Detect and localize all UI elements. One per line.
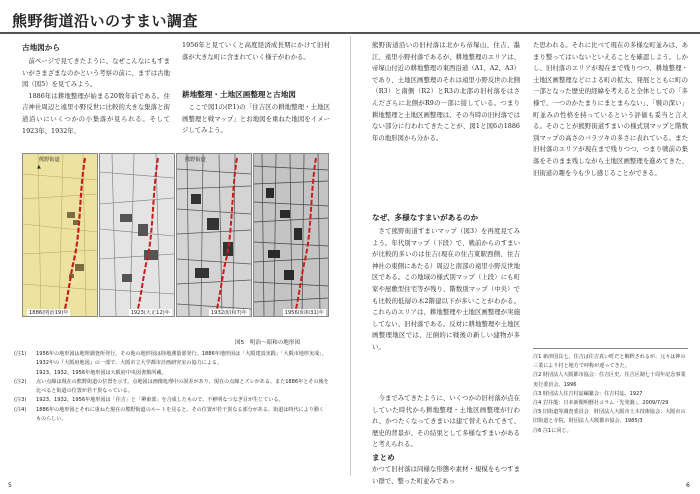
- body-text-col3: 熊野街道沿いの旧村落は北から帝塚山、住吉、墨江、遠里小野村落であるが、耕地整理のエリアは、帝塚山付近の耕地整理の東西沿道（A1、A2、A3）であり、土地区画整理のそれは遠里小野反世の北側（R3）と南側（R2）とR3の北部の旧村落をはさんだざらに北側がR9の一部に接している。つまり耕地整理と土地区画整理は、その当時の旧村落ではない部分に行われてきたことが、図1と図6の1886年の地形図から分かる。: [372, 41, 520, 142]
- map-1956-label: 1956(昭和31)年: [284, 310, 324, 316]
- map-1956-drawing: [254, 154, 328, 316]
- reference-item: 注5 旧街道等調査委員会 財団法人大阪市土木技術協会：大阪市の旧街道と寺院、財団法人大阪都市協会、1985/3: [533, 409, 686, 425]
- page-title: 熊野街道沿いのすまい調査: [12, 12, 199, 30]
- body-text-col1: 前ページで見てきたように、なぜこんなにもすまいがさまざまなのかという考察の前に、まずは古地図（図5）を見てみよう。 1886年は耕地整理が始まる20数年前である。住吉神社周辺と遠里小野反世に比較的大きな集落と街道沿いにいくつかの小集落が見られる。そして1923年、1932年、: [22, 57, 170, 135]
- note-item: [14, 350, 329, 369]
- topographic-maps-figure: [22, 153, 327, 323]
- reference-item: 注1 新津国具七、住吉は住吉真い町だと解釈されるが、元々は神の三業により村と地方で呼称が違ってきた。: [533, 354, 686, 370]
- body-text-col3d: かつて旧村落は同様な形態や素材・規模をもつすまい群で、整った町並みであっ: [372, 465, 520, 485]
- note-text: 1886年の地形図とそれに重ねた現在の熊野街道のルートを見ると、その位置が若干異なる部分がある。街道は時代により動くものらしい。: [36, 406, 325, 423]
- section-heading-summary: まとめ: [372, 453, 395, 462]
- figure-caption: 図5 明治〜昭和の地形図: [235, 340, 301, 346]
- note-item: [14, 406, 329, 425]
- note-key: (注3): [14, 397, 27, 404]
- note-text: 1923、1932、1956年地形図は「住吉」と「堺東部」を合成したもので、不鮮明なつなぎ目が生じている。: [36, 397, 284, 404]
- body-text-col2b: ここで図1の(P.1)の「住吉区の耕地整理・土地区画整理と戦マップ」とお地図を重ねた地図をイメージしてみよう。: [182, 103, 330, 135]
- note-item: [14, 378, 329, 397]
- note-item: [14, 369, 329, 378]
- reference-item: 注6 注1に同じ。: [533, 427, 572, 434]
- map-1923-drawing: [100, 154, 174, 316]
- section-heading-land-readjustment: 耕地整理・土地区画整理と古地図: [182, 90, 296, 99]
- note-item: [14, 396, 329, 405]
- map-1886-label: 1886(明治19)年: [29, 310, 69, 316]
- map-1923-label: 1923(大正12)年: [130, 310, 170, 316]
- note-text: 1956年の地形図は地理調査所発行。その他の地形図は陸地測量部発行。1886年地形図は「大阪建設実践」「大阪市地形実成」、1932年の『大阪府地図』の一部で、大阪市立大学都市計画研究室の協力による。: [36, 351, 327, 367]
- references-list: [533, 353, 688, 436]
- map-1923: [99, 153, 175, 317]
- map-1886-tag: 熊野街道: [39, 157, 60, 163]
- section-heading-old-maps: 古地図から: [22, 43, 60, 52]
- title-rule: [0, 32, 700, 34]
- page-number-right: 6: [686, 482, 690, 489]
- svg-text:▲: ▲: [37, 164, 41, 170]
- notes-list: [14, 350, 329, 424]
- body-text-col3b: さて熊野街道すまいマップ（図3）を再度見てみよう。年代別マップ（下段）で、戦前からのすまいが比較的多いのは住吉(現在の住吉東駅西側、住吉神社の東側にあたる）周辺と南部の遠里小野反世地区である。この地域の様式別マップ（上段）にも町家や屋敷型住宅等が残り、階数別マップ（中央）でも比較的低層の木2階建以下が多いことがわかる。これらのエリアは、耕地整理や土地区画整理が実施してない、旧村落である。反対に耕地整理や土地区画整理地区では、圧倒的に戦後の新しい建物が多い。: [372, 227, 520, 351]
- note-text: 1923、1932、1956年地形図は大阪府中央図書館所蔵。: [36, 369, 167, 376]
- note-key: (注1): [14, 351, 27, 357]
- page-number-left: 5: [8, 482, 12, 489]
- note-key: [14, 369, 36, 378]
- reference-item: 注2 財団法人大阪都市協会：住吉区史、住吉区制七十周年記念事業実行委員会、1996: [533, 372, 686, 388]
- note-key: (注4): [14, 406, 27, 413]
- map-1932-label: 1932(昭和7)年: [210, 310, 247, 316]
- map-1886-drawing: [23, 154, 97, 316]
- note-text: 点い点線は現在の熊野街道の位置を示す。点地図は画像処理中の誤差があり、現在の点線とズレがある。また1886年とその後を比べると街道の位置が若干異なっている。: [36, 378, 329, 395]
- map-1886: [22, 153, 98, 317]
- notes-divider: [533, 348, 688, 349]
- map-1932-tag: 熊野街道: [185, 157, 206, 163]
- note-key: (注2): [14, 378, 27, 385]
- body-text-col2a: 1956年と見ていくと高度経済成長期にかけて旧村落が大きな町に含まれていく様子がわかる。: [182, 41, 330, 61]
- map-1932-drawing: [177, 154, 251, 316]
- body-text-col4: た思われる。それに比べて現在の多様な町並みは、あまり整ってはいないといえることを確認しよう。しかし、旧村落のエリアが現在まで残りつつ、耕地整理・土地区画整理などによる町の拡大、発展とともに町の一部となった歴史的経緯を考えると全体としての「多様で、一つのかたまりにまとまらない」、「襞の深い」町並みの性格を持っているという評価も妥当と言える。そのことが熊野街道すまいの様式別マップと階数別マップの高さのバラツキの多さに表れている。また旧村落のエリアが現在まで残りつつ、つまり戦前の集落をそのまま残しながら土地区画整理を進めてきた、旧街道の趣を今も少し感じることができる。: [533, 41, 688, 177]
- reference-item: 注3 財団法人住吉村誌編纂会：住吉村誌、1927: [533, 390, 643, 397]
- map-1956: [253, 153, 329, 317]
- body-text-col3c: 今までみてきたように、いくつかの旧村落が点在していた時代から耕地整理・土地区画整理が行われ、かつたくなってきまいは建て替えられてきて、歴史的背景が、その結果として多様なすまいがあると考えられる。: [372, 394, 520, 449]
- section-heading-why-diverse: なぜ、多様なすまいがあるのか: [372, 213, 479, 222]
- map-1932: [176, 153, 252, 317]
- page-gutter: [350, 36, 351, 476]
- reference-item: 注4 岩井龍：日本新聞明暦社コラム「先発調」、2009/7/29: [533, 400, 669, 407]
